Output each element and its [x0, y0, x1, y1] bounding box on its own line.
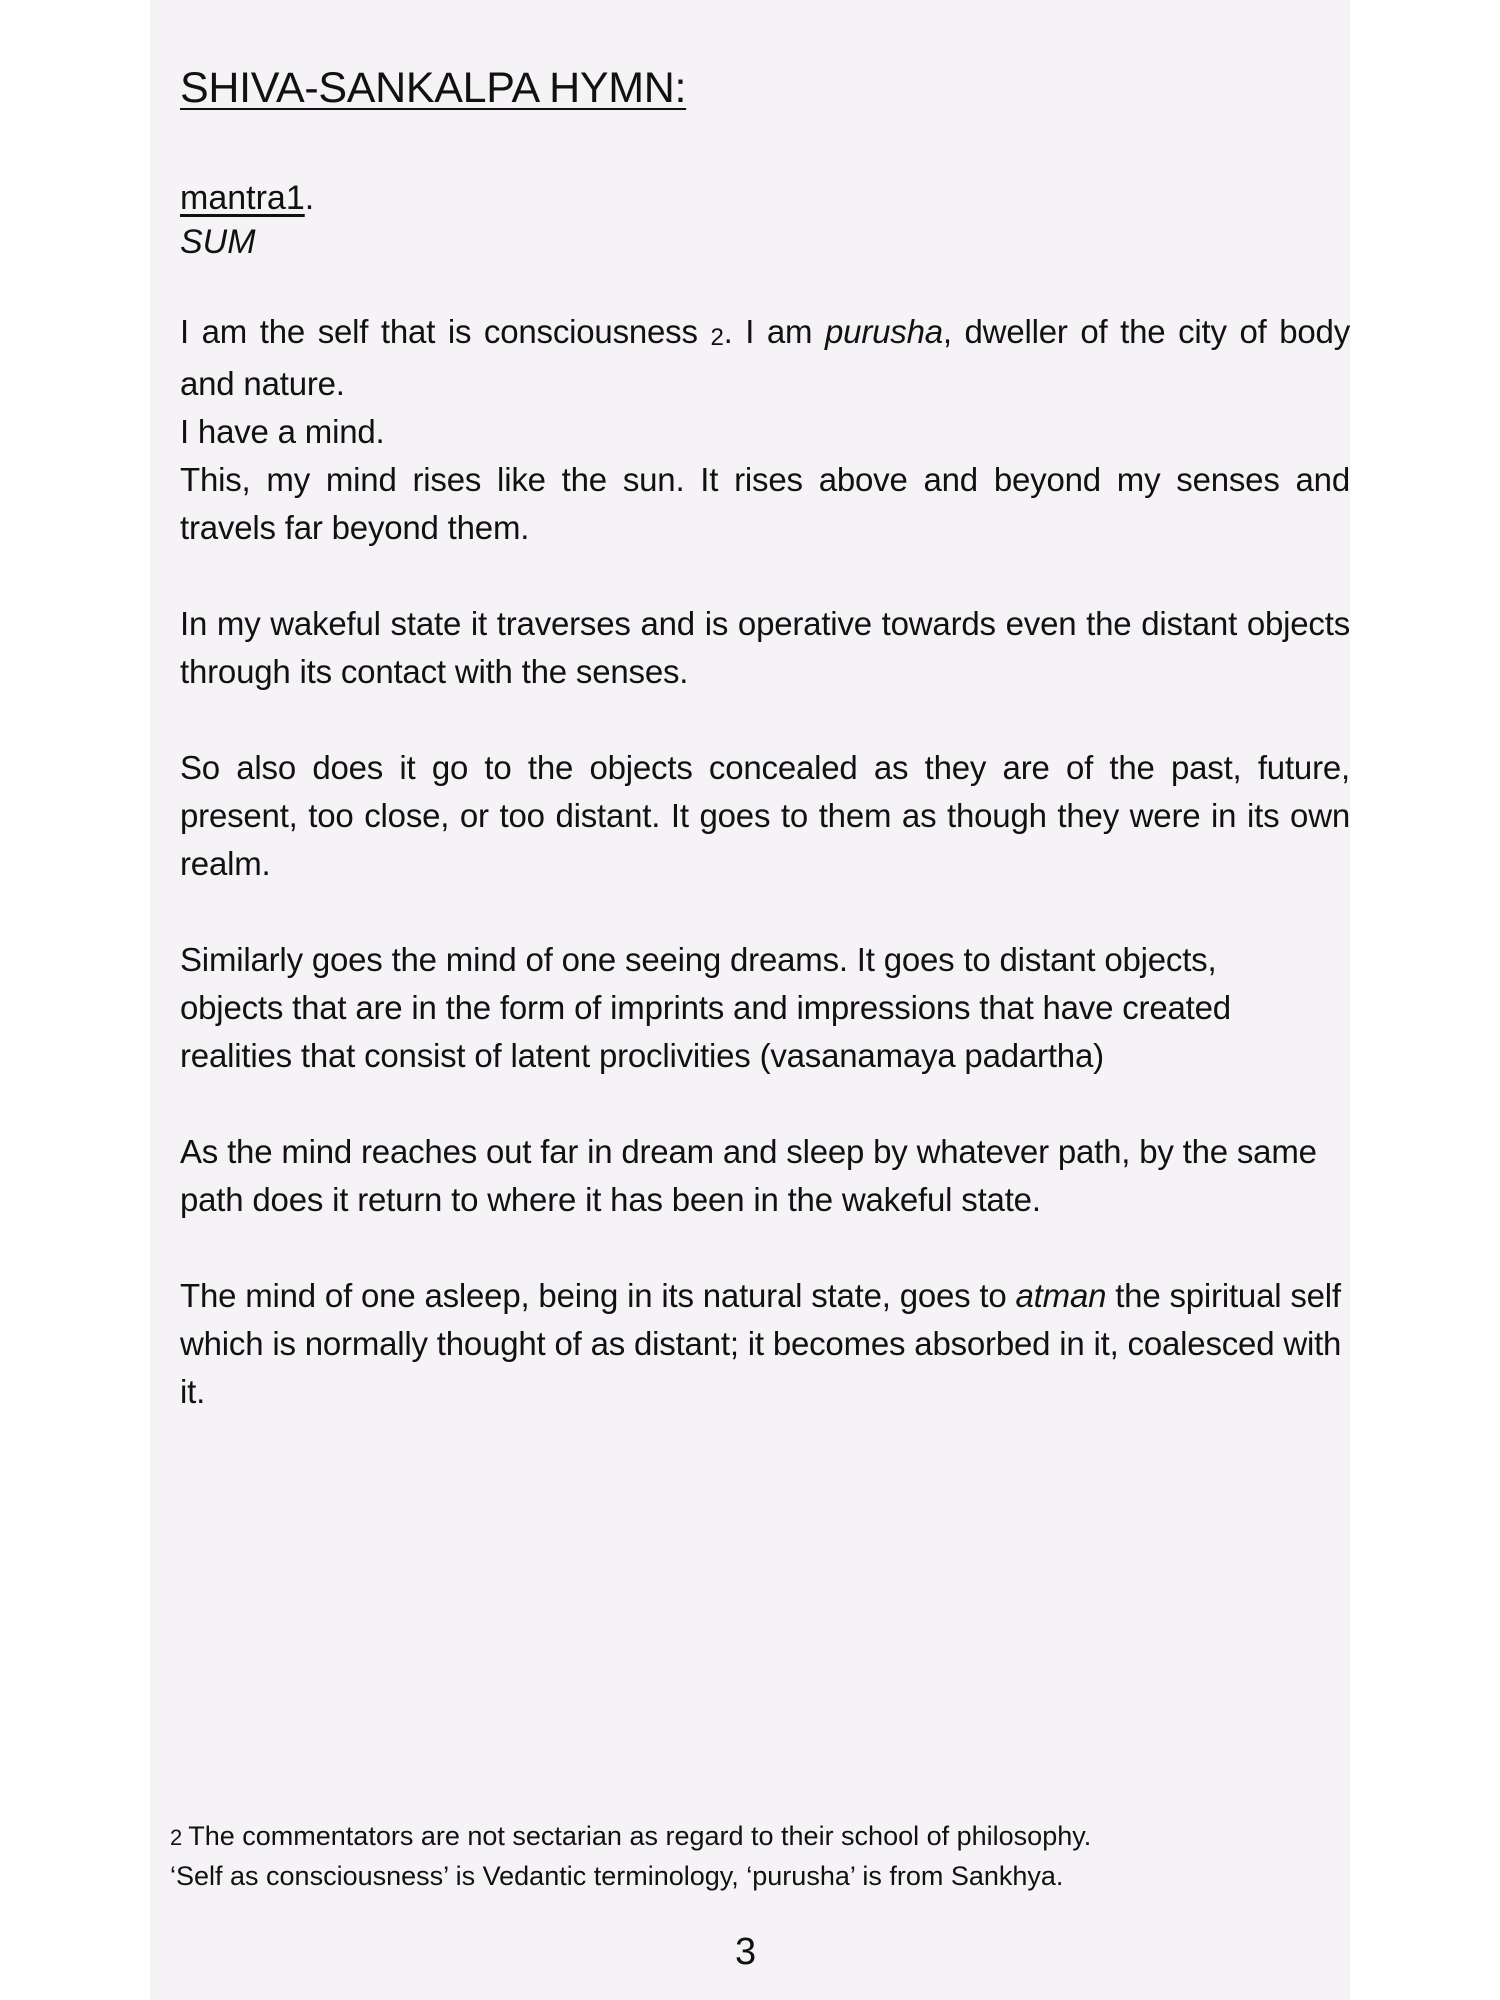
footnote-line-2: ‘Self as consciousness’ is Vedantic terminology, ‘purusha’ is from Sankhya.: [170, 1861, 1064, 1891]
paragraph-1-part-3: , dweller of the city of body and nature.: [180, 313, 1351, 402]
page-title: SHIVA-SANKALPA HYMN:: [180, 64, 687, 112]
atman-term: atman: [1015, 1277, 1107, 1314]
mantra-label-punct: .: [304, 179, 315, 217]
paragraph-1-part-2: . I am: [723, 313, 826, 350]
footnote: [170, 1817, 1340, 1895]
paragraph-1-part-1: I am the self that is consciousness: [180, 313, 711, 350]
purusha-term: purusha: [825, 313, 943, 350]
footnote-line-1: [170, 1817, 1340, 1857]
paragraph-4: Similarly goes the mind of one seeing dreams. It goes to distant objects, objects that are in the form of imprints and impressions that have created realities that consist of latent proclivities (vasanamaya padartha): [180, 941, 1231, 1074]
footnote-number: 2: [170, 1825, 183, 1850]
page-number: 3: [735, 1931, 757, 1973]
mantra-label-text: mantra1: [180, 179, 305, 217]
paragraph-1-line-3: This, my mind rises like the sun. It rises above and beyond my senses and travels far beyond them.: [180, 461, 1350, 546]
paragraph-3: So also does it go to the objects concealed as they are of the past, future, present, too close, or too distant. It goes to them as though they were in its own realm.: [180, 749, 1350, 882]
footnote-reference: 2: [710, 324, 724, 351]
main-content: [180, 58, 1350, 1416]
paragraph-1: [180, 308, 1350, 408]
paragraph-1-line-2: I have a mind.: [180, 413, 385, 450]
footnote-text-1: The commentators are not sectarian as regard to their school of philosophy.: [188, 1821, 1092, 1851]
paragraph-6-part-2: the spiritual self which is normally thought of as distant; it becomes absorbed in it, coalesced with it.: [180, 1277, 1342, 1410]
paragraph-5: As the mind reaches out far in dream and sleep by whatever path, by the same path does it return to where it has been in the wakeful state.: [180, 1133, 1317, 1218]
paragraph-2: In my wakeful state it traverses and is operative towards even the distant objects through its contact with the senses.: [180, 605, 1350, 690]
mantra-label: [180, 176, 1350, 220]
paragraph-6-part-1: The mind of one asleep, being in its natural state, goes to: [180, 1277, 1016, 1314]
mantra-name: SUM: [180, 223, 256, 261]
paragraph-6: [180, 1272, 1350, 1416]
